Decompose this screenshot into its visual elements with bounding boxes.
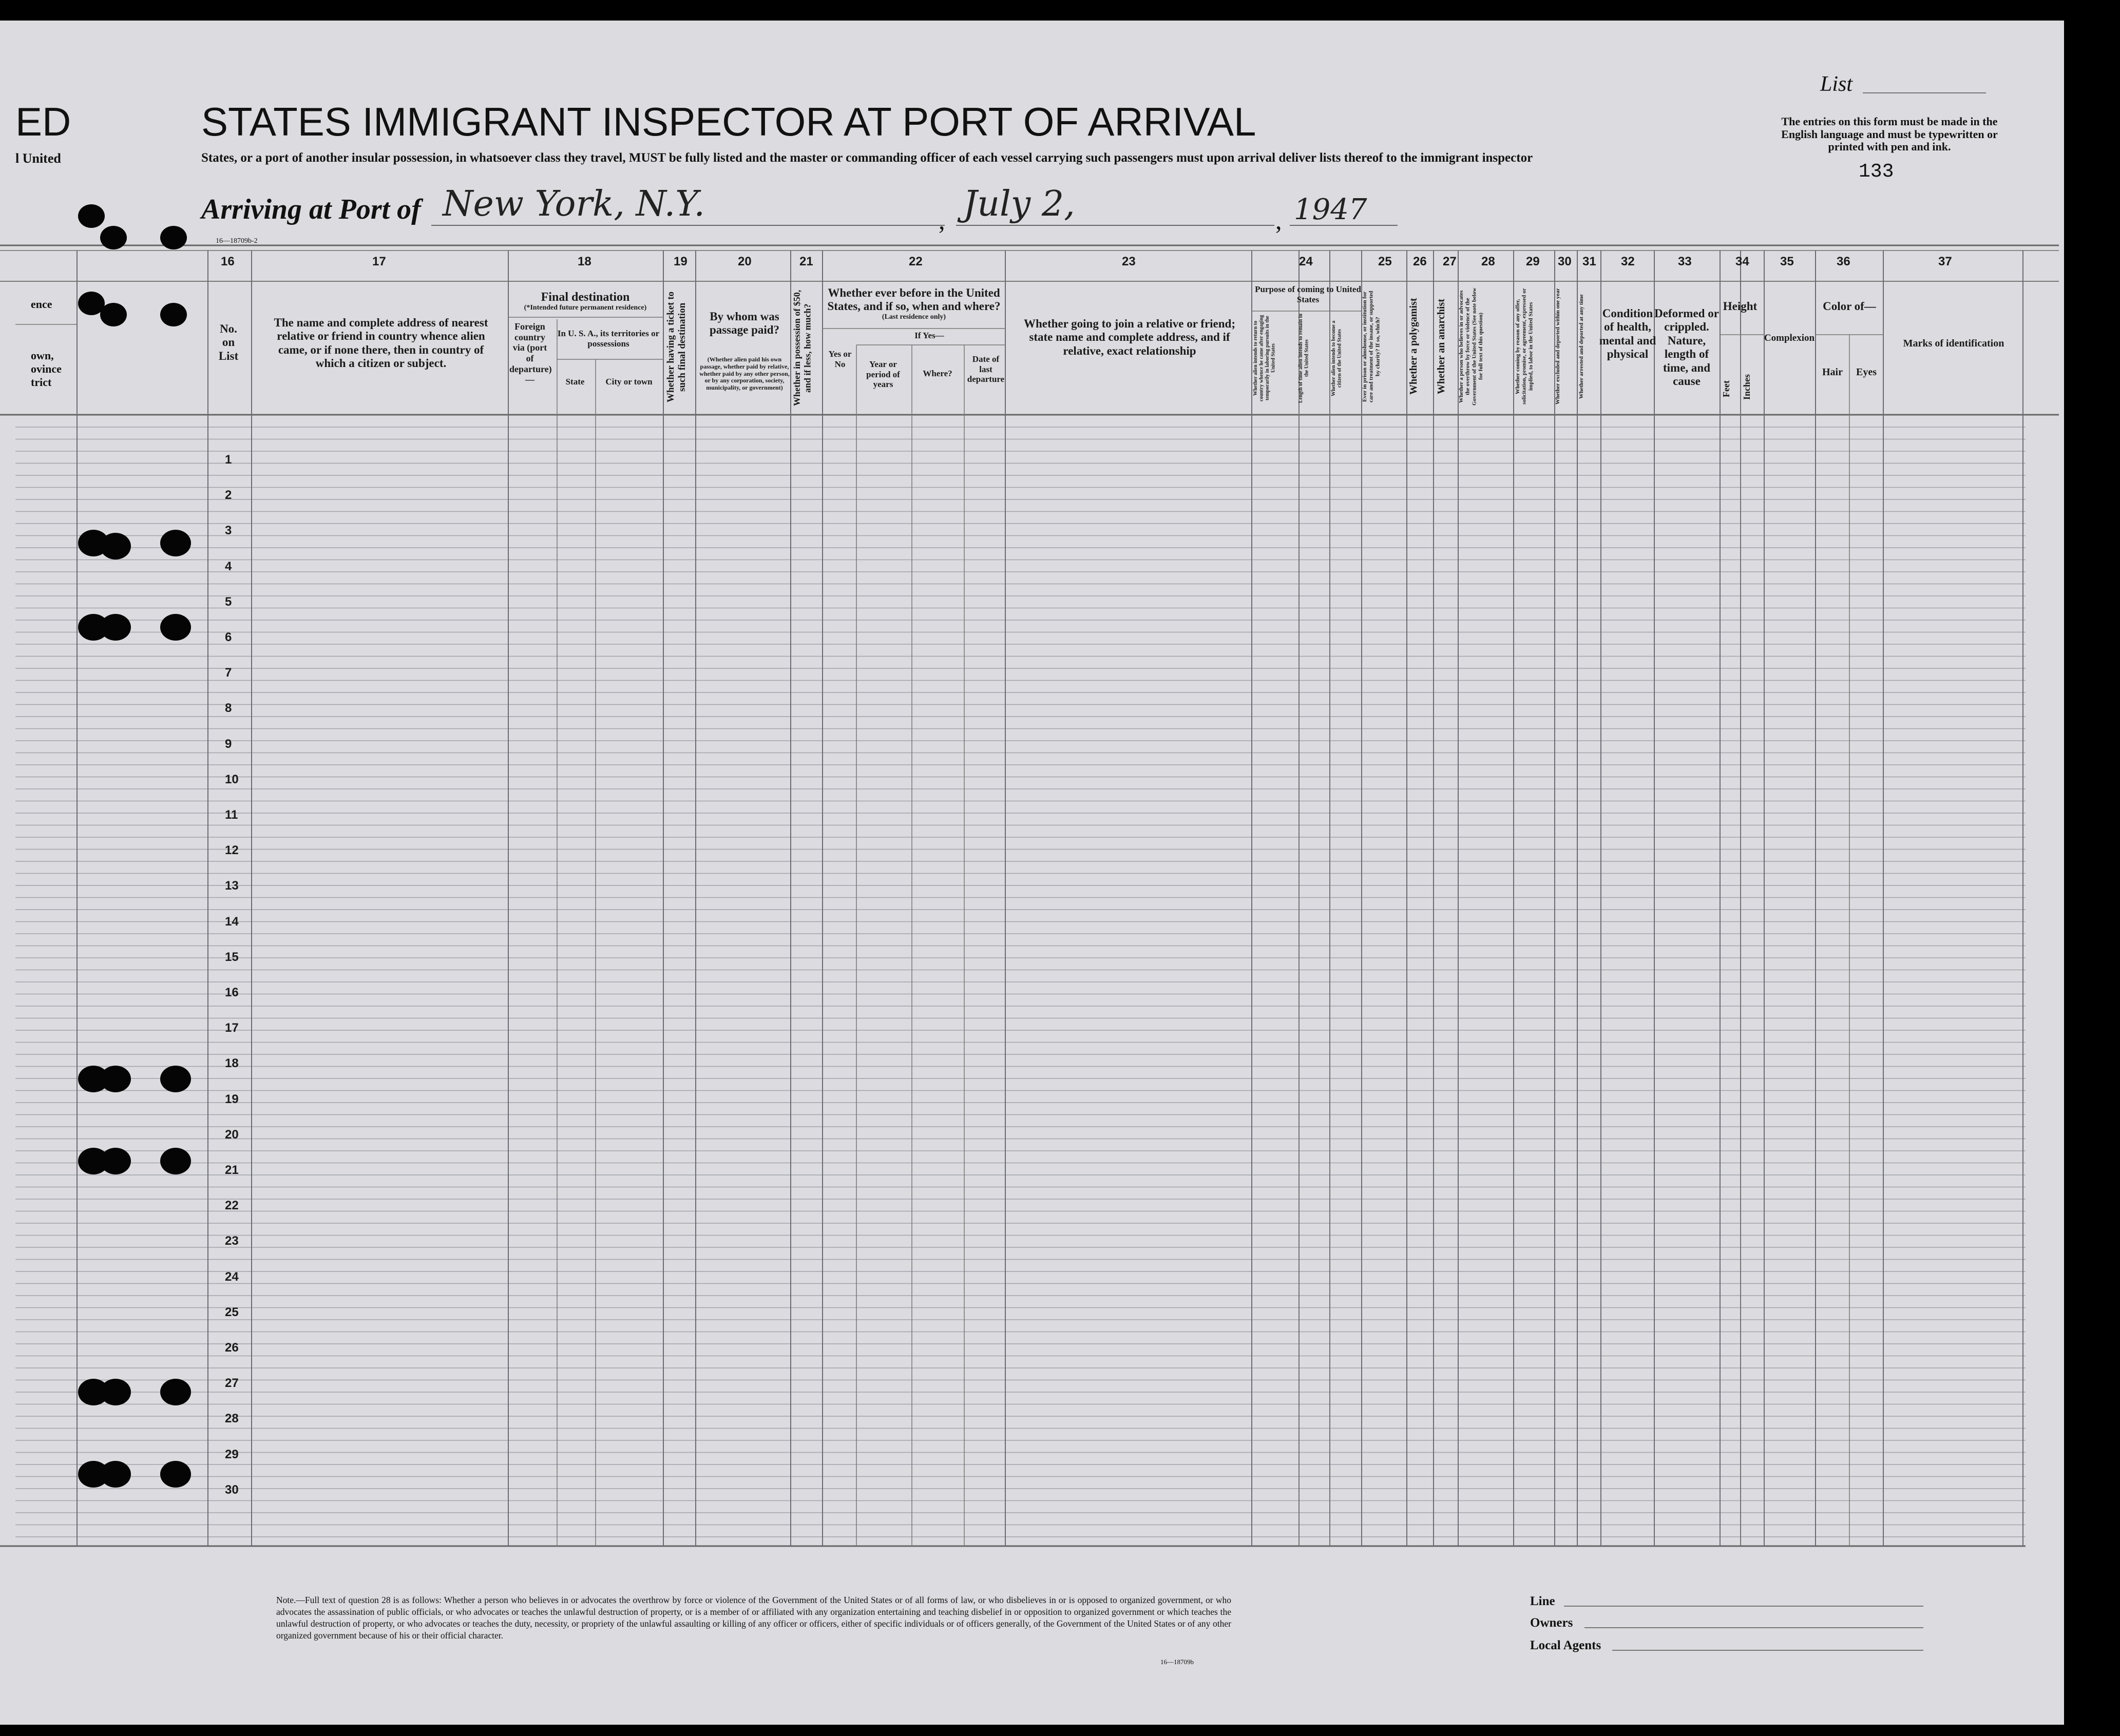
- port-value: New York, N.Y.: [443, 184, 705, 224]
- row-number: 20: [225, 1127, 239, 1142]
- col19-label: Whether having a ticket to such final destination: [665, 291, 687, 403]
- col-num-36: 36: [1837, 255, 1850, 268]
- col22-date: Date of last departure: [967, 354, 1005, 384]
- col-num-23: 23: [1122, 255, 1136, 268]
- page-number: 133: [1859, 161, 1894, 183]
- col-num-27: 27: [1443, 255, 1457, 268]
- line-rule: [1564, 1606, 1923, 1607]
- col34-feet: Feet: [1721, 380, 1731, 398]
- row-number: 3: [225, 524, 232, 538]
- row-number: 19: [225, 1092, 239, 1106]
- year-value: 1947: [1294, 193, 1367, 226]
- date-rule: [956, 225, 1274, 226]
- punch-hole: [100, 303, 127, 326]
- punch-hole: [100, 1379, 131, 1405]
- port-rule: [431, 225, 945, 226]
- col-num-19: 19: [674, 255, 687, 268]
- col-num-29: 29: [1526, 255, 1540, 268]
- col22-note: (Last residence only): [882, 313, 946, 321]
- punch-hole: [160, 614, 191, 641]
- entries-note: The entries on this form must be made in the English language and must be typewritten or printed with pen and ink.: [1781, 115, 1998, 153]
- col-num-21: 21: [799, 255, 813, 268]
- punch-hole: [160, 226, 187, 249]
- punch-hole: [160, 1379, 191, 1405]
- col-num-31: 31: [1582, 255, 1596, 268]
- col-num-17: 17: [372, 255, 386, 268]
- punch-hole: [78, 204, 105, 228]
- row-number: 18: [225, 1056, 239, 1071]
- col28-label: Whether a person who believes in or advocates the overthrow by force or violence of the Government of the United States (See note below for full text of this question): [1458, 287, 1484, 406]
- date-value: July 2,: [963, 184, 1075, 224]
- row-number: 21: [225, 1163, 239, 1177]
- col22-where: Where?: [923, 369, 952, 378]
- stub-district: trict: [31, 376, 52, 389]
- footer-note: Note.—Full text of question 28 is as follows: Whether a person who believes in or advocates the overthrow by force or violence of the Government of the United States or of all forms of law, or who disbelieves in or is opposed to organized government, or who advocates the assassination of public officials, or who advocates or teaches the unlawful destruction of property, or is a member of or affiliated with any organization entertaining and teaching disbelief in or opposition to organized government or which teaches the unlawful destruction of property, or who advocates or teaches the duty, necessity, or propriety of the unlawful assaulting or killing of any officer or officers, either of specific individuals or of officers generally, of the Government of the United States or of any other organized government because of his or their official character.: [276, 1595, 1231, 1641]
- stub-town: own,: [31, 349, 54, 362]
- col32-label: Condition of health, mental and physical: [1599, 307, 1656, 361]
- punch-hole: [100, 614, 131, 641]
- punch-hole: [160, 303, 187, 326]
- row-number: 15: [225, 950, 239, 964]
- col-num-24: 24: [1299, 255, 1313, 268]
- col18-state: State: [565, 377, 585, 387]
- row-number: 1: [225, 453, 232, 467]
- col-num-32: 32: [1621, 255, 1635, 268]
- list-label: List: [1820, 72, 1853, 96]
- col20-label: By whom was passage paid?: [709, 310, 780, 337]
- stub-province: ovince: [31, 362, 62, 375]
- row-number: 13: [225, 879, 239, 893]
- col22-years: Year or period of years: [866, 359, 900, 390]
- row-number: 7: [225, 666, 232, 680]
- col36-label: Color of—: [1823, 300, 1876, 313]
- col26-label: Whether a polygamist: [1408, 298, 1419, 395]
- form-code: 16—18709b-2: [216, 237, 258, 245]
- col34-inches: Inches: [1742, 374, 1752, 400]
- agents-label: Local Agents: [1530, 1638, 1601, 1652]
- row-number: 14: [225, 914, 239, 929]
- col-num-20: 20: [738, 255, 752, 268]
- punch-hole: [160, 1066, 191, 1092]
- col37-label: Marks of identification: [1903, 338, 2004, 349]
- row-number: 22: [225, 1199, 239, 1213]
- row-number: 24: [225, 1269, 239, 1284]
- title-fragment: ED: [15, 99, 71, 144]
- col-num-22: 22: [909, 255, 923, 268]
- row-number: 4: [225, 559, 232, 573]
- row-number: 29: [225, 1447, 239, 1461]
- col-num-16: 16: [221, 255, 235, 268]
- col20-note: (Whether alien paid his own passage, whether paid by relative, whether paid by any other person, or by any corporation, society, municipality, or government): [699, 356, 790, 392]
- col22-ifyes: If Yes—: [914, 331, 944, 340]
- col-num-25: 25: [1378, 255, 1392, 268]
- col24-label: Purpose of coming to United States: [1255, 284, 1361, 304]
- col36-hair: Hair: [1822, 367, 1843, 378]
- row-number: 10: [225, 772, 239, 786]
- col35-label: Complexion: [1764, 333, 1815, 343]
- row-number: 28: [225, 1412, 239, 1426]
- footer-form-code: 16—18709b: [1160, 1658, 1194, 1666]
- col21-label: Whether in possession of $50, and if less, how much?: [792, 290, 813, 407]
- col25-label: Ever in prison or almshouse, or institution for care and treatment of the insane, or supported by charity? If so, which?: [1362, 291, 1381, 402]
- punch-hole: [100, 533, 131, 560]
- punch-hole: [160, 530, 191, 556]
- row-number: 23: [225, 1234, 239, 1248]
- col-num-35: 35: [1780, 255, 1794, 268]
- col18-usa: In U. S. A., its territories or possessions: [557, 329, 660, 349]
- left-fragment: l United: [15, 151, 61, 166]
- punch-hole: [100, 1461, 131, 1488]
- agents-rule: [1612, 1650, 1923, 1651]
- col24-a: Whether alien intends to return to country whence he came after engaging temporarily in laboring pursuits in the United States: [1253, 315, 1276, 402]
- row-number: 8: [225, 701, 232, 716]
- col-num-33: 33: [1678, 255, 1692, 268]
- row-number: 16: [225, 986, 239, 999]
- col24-c: Whether alien intends to become a citizen of the United States: [1331, 320, 1343, 396]
- punch-hole: [160, 1148, 191, 1174]
- punch-hole: [100, 226, 127, 249]
- row-number: 5: [225, 594, 232, 609]
- col-num-28: 28: [1481, 255, 1495, 268]
- row-number: 26: [225, 1341, 239, 1355]
- col29-label: Whether coming by reason of any offer, solicitation, promise, or agreement, expressed or implied, to labor in the United States: [1515, 288, 1534, 405]
- owners-label: Owners: [1530, 1616, 1573, 1630]
- col33-label: Deformed or crippled. Nature, length of time, and cause: [1654, 307, 1719, 388]
- col-num-37: 37: [1938, 255, 1952, 268]
- col-num-18: 18: [578, 255, 591, 268]
- punch-hole: [100, 1148, 131, 1174]
- col30-label: Whether excluded and deported within one year: [1555, 288, 1561, 405]
- owners-rule: [1584, 1627, 1923, 1628]
- col22-yesno: Yes or No: [828, 349, 852, 369]
- row-number: 25: [225, 1305, 239, 1319]
- col18-note: (*Intended future permanent residence): [524, 304, 647, 312]
- list-rule: [1863, 92, 1986, 93]
- row-number: 9: [225, 737, 232, 751]
- arriving-label: Arriving at Port of: [201, 194, 421, 225]
- col16-label: No. on List: [218, 322, 239, 362]
- col36-eyes: Eyes: [1856, 367, 1877, 378]
- comma-2: ,: [1275, 206, 1282, 235]
- col17-label: The name and complete address of nearest relative or friend in country whence alien came, or if none there, then in country of which a citizen or subject.: [274, 316, 488, 370]
- line-label: Line: [1530, 1594, 1555, 1608]
- col27-label: Whether an anarchist: [1436, 299, 1447, 394]
- punch-hole: [100, 1066, 131, 1092]
- stub-residence: ence: [31, 298, 52, 311]
- punch-hole: [160, 1461, 191, 1488]
- form-subtitle: States, or a port of another insular possession, in whatsoever class they travel, MUST be fully listed and the master or commanding officer of each vessel carrying such passengers must upon arrival deliver lists thereof to the immigrant inspector: [201, 151, 1533, 165]
- col18-city: City or town: [605, 377, 653, 387]
- row-number: 17: [225, 1021, 239, 1035]
- col24-b: Length of time alien intends to remain in the United States: [1298, 314, 1310, 403]
- col-num-34: 34: [1735, 255, 1749, 268]
- row-number: 6: [225, 630, 232, 644]
- col-num-30: 30: [1558, 255, 1572, 268]
- col31-label: Whether arrested and deported at any time: [1578, 294, 1584, 399]
- form-title: STATES IMMIGRANT INSPECTOR AT PORT OF ARRIVAL: [201, 99, 1256, 144]
- col18-label: Final destination: [541, 291, 630, 304]
- row-number: 11: [225, 808, 238, 822]
- col22-label: Whether ever before in the United States, and if so, when and where?: [827, 286, 1001, 313]
- row-number: 12: [225, 843, 239, 858]
- row-number: 2: [225, 488, 232, 503]
- comma-1: ,: [939, 206, 945, 235]
- col23-label: Whether going to join a relative or friend; state name and complete address, and if relative, exact relationship: [1023, 317, 1236, 357]
- col18-foreign: Foreign country via (port of departure)—: [509, 321, 552, 385]
- col34-label: Height: [1723, 300, 1758, 313]
- row-number: 27: [225, 1376, 239, 1391]
- row-number: 30: [225, 1482, 239, 1497]
- col-num-26: 26: [1413, 255, 1427, 268]
